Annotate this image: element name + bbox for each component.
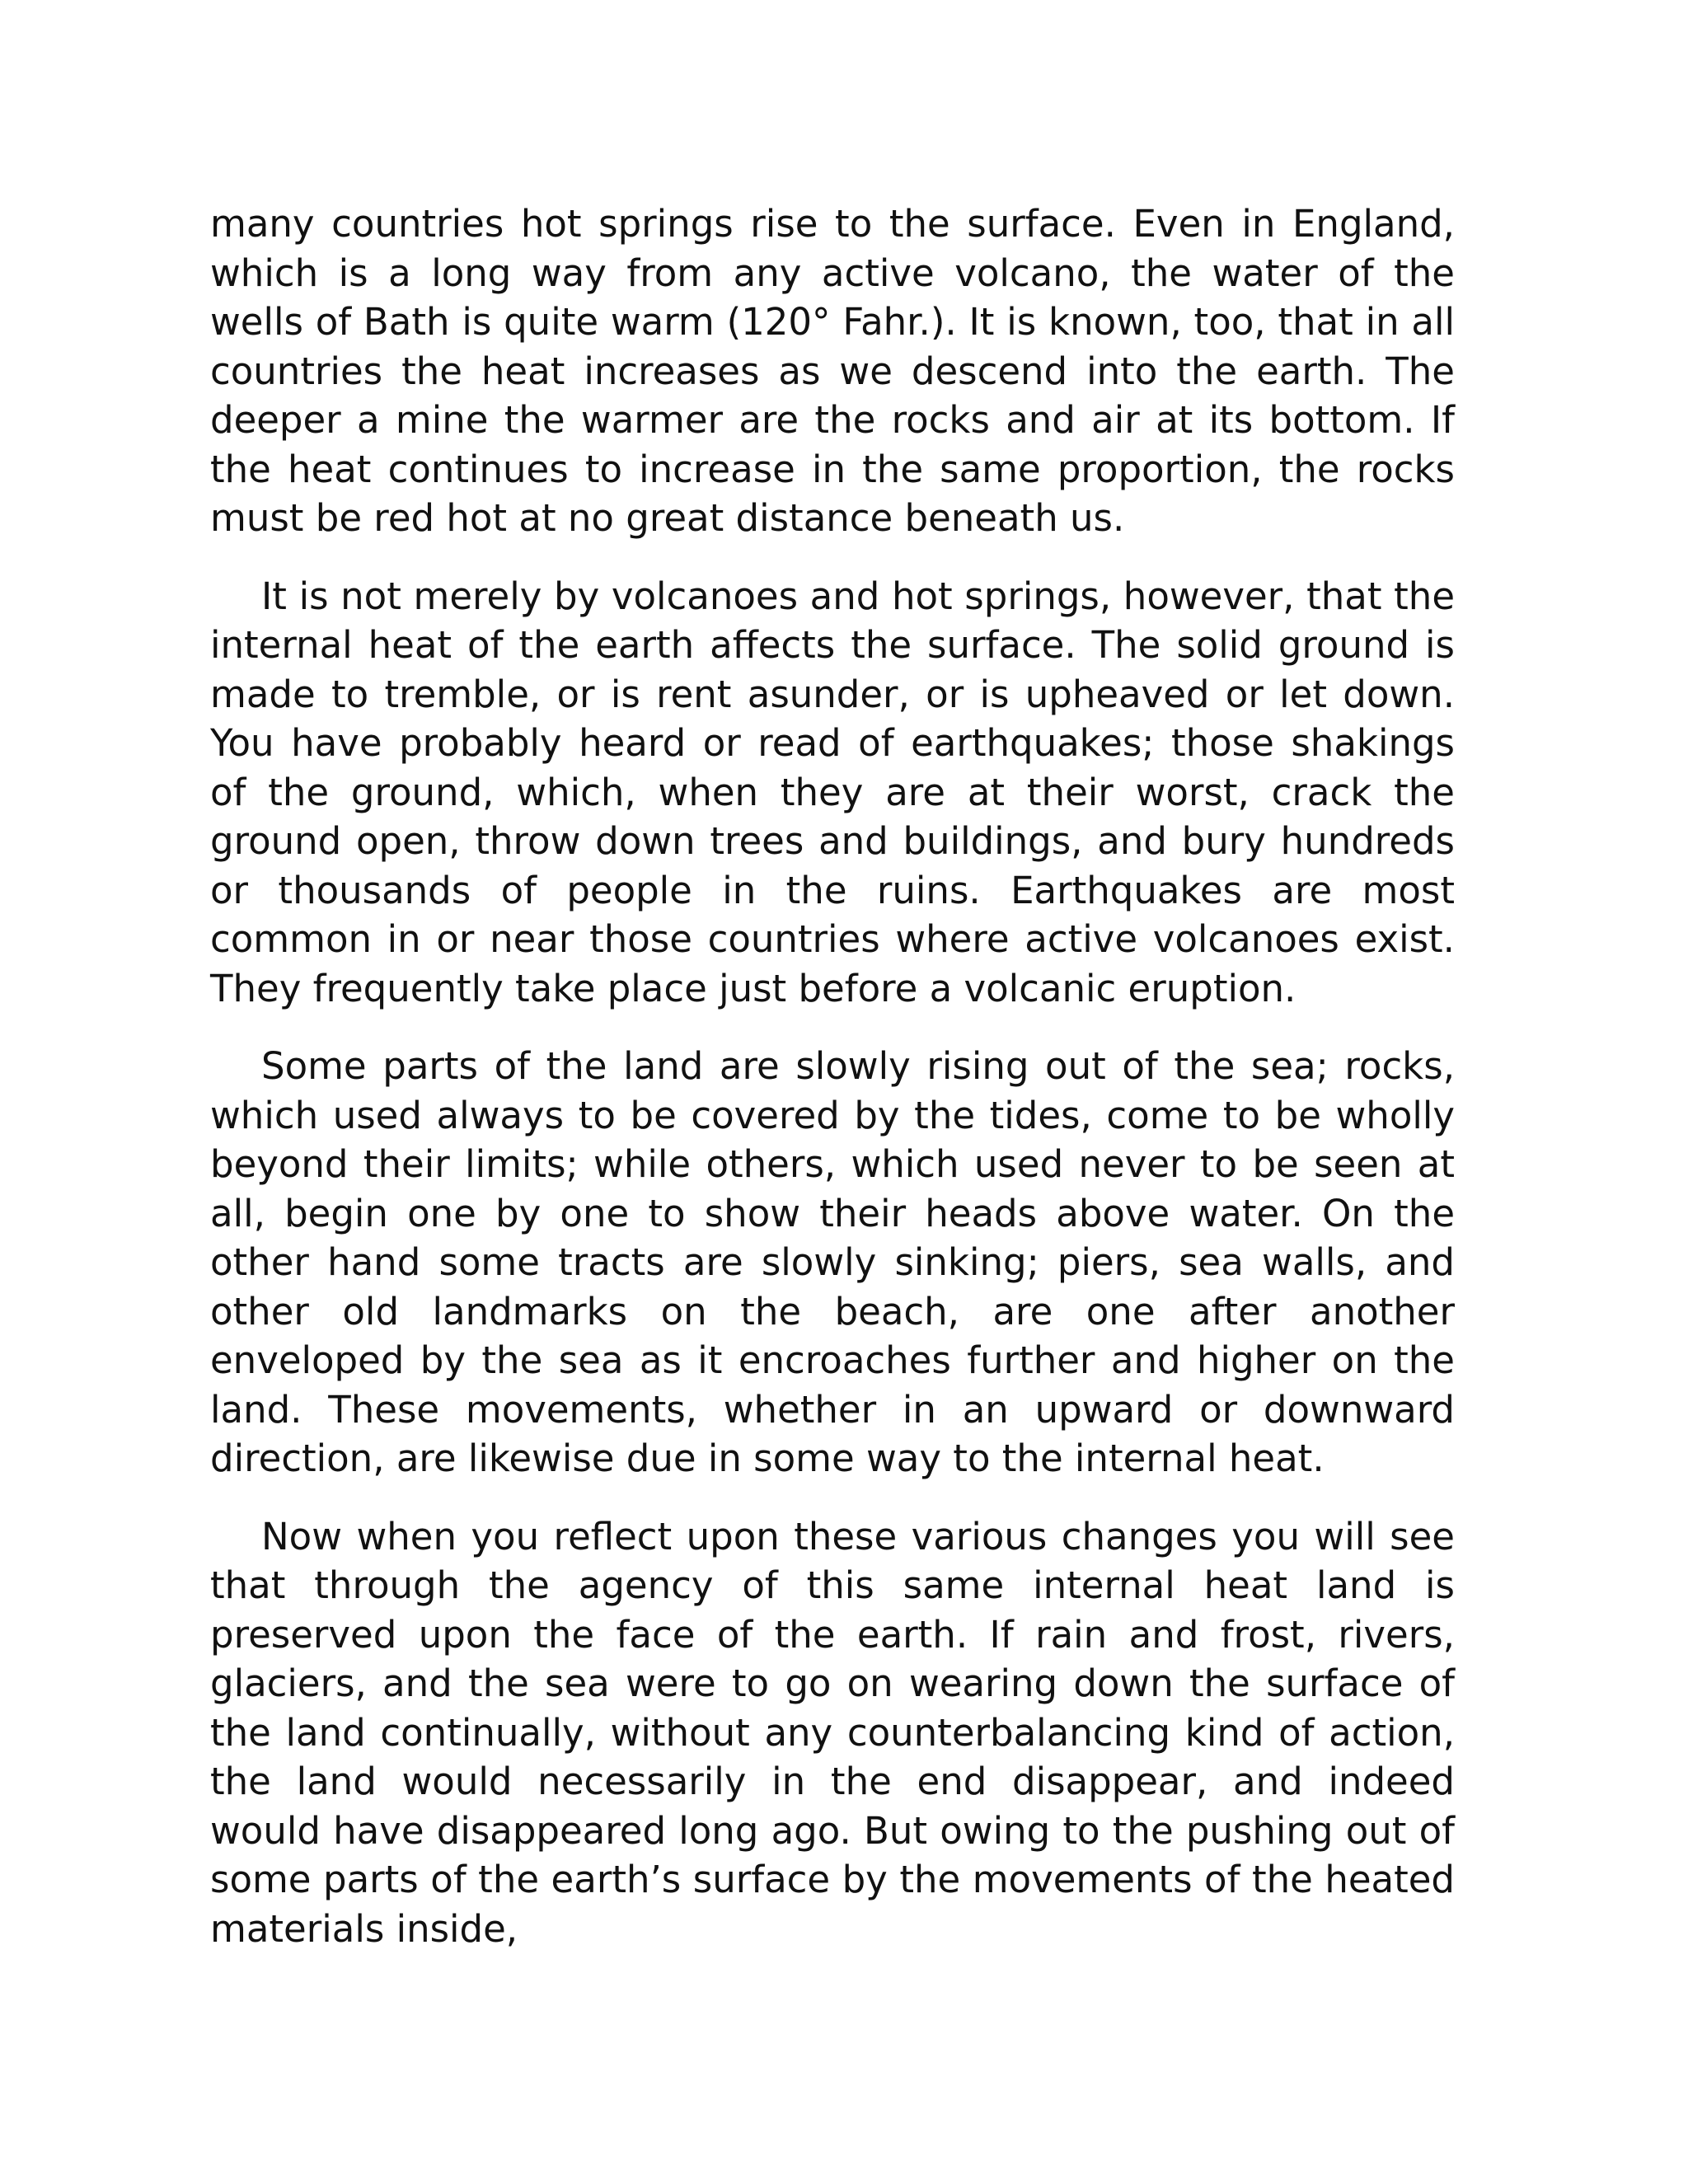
- paragraph-land-movements: Some parts of the land are slowly rising out of the sea; rocks, which used always to be covered by the tides, come to be wholly beyond their limits; while others, which used never to be seen at all, begin one by one to show their heads above water. On the other hand some tracts are slowly sinking; piers, sea walls, and other old landmarks on the beach, are one after another enveloped by the sea as it encroaches further and higher on the land. These movements, whether in an upward or downward direction, are likewise due in some way to the internal heat.: [210, 1044, 1455, 1480]
- paragraph-internal-heat: Now when you reflect upon these various changes you will see that through the agency of this same internal heat land is preserved upon the face of the earth. If rain and frost, rivers, glaciers, and the sea were to go on wearing down the surface of the land continually, without any counterbalancing kind of action, the land would necessarily in the end disappear, and indeed would have disappeared long ago. But owing to the pushing out of some parts of the earth’s surface by the movements of the heated materials inside,: [210, 1514, 1455, 1951]
- paragraph-continued: many countries hot springs rise to the surface. Even in England, which is a long way from any active volcano, the water of the wells of Bath is quite warm (120° Fahr.). It is known, too, that in all countries the heat increases as we descend into the earth. The deeper a mine the warmer are the rocks and air at its bottom. If the heat continues to increase in the same proportion, the rocks must be red hot at no great distance beneath us.: [210, 202, 1455, 540]
- body-text: [210, 199, 1455, 1982]
- paragraph-earthquakes: It is not merely by volcanoes and hot springs, however, that the internal heat of the earth affects the surface. The solid ground is made to tremble, or is rent asunder, or is upheaved or let down. You have probably heard or read of earthquakes; those shakings of the ground, which, when they are at their worst, crack the ground open, throw down trees and buildings, and bury hundreds or thousands of people in the ruins. Earthquakes are most common in or near those countries where active volcanoes exist. They frequently take place just before a volcanic eruption.: [210, 574, 1455, 1010]
